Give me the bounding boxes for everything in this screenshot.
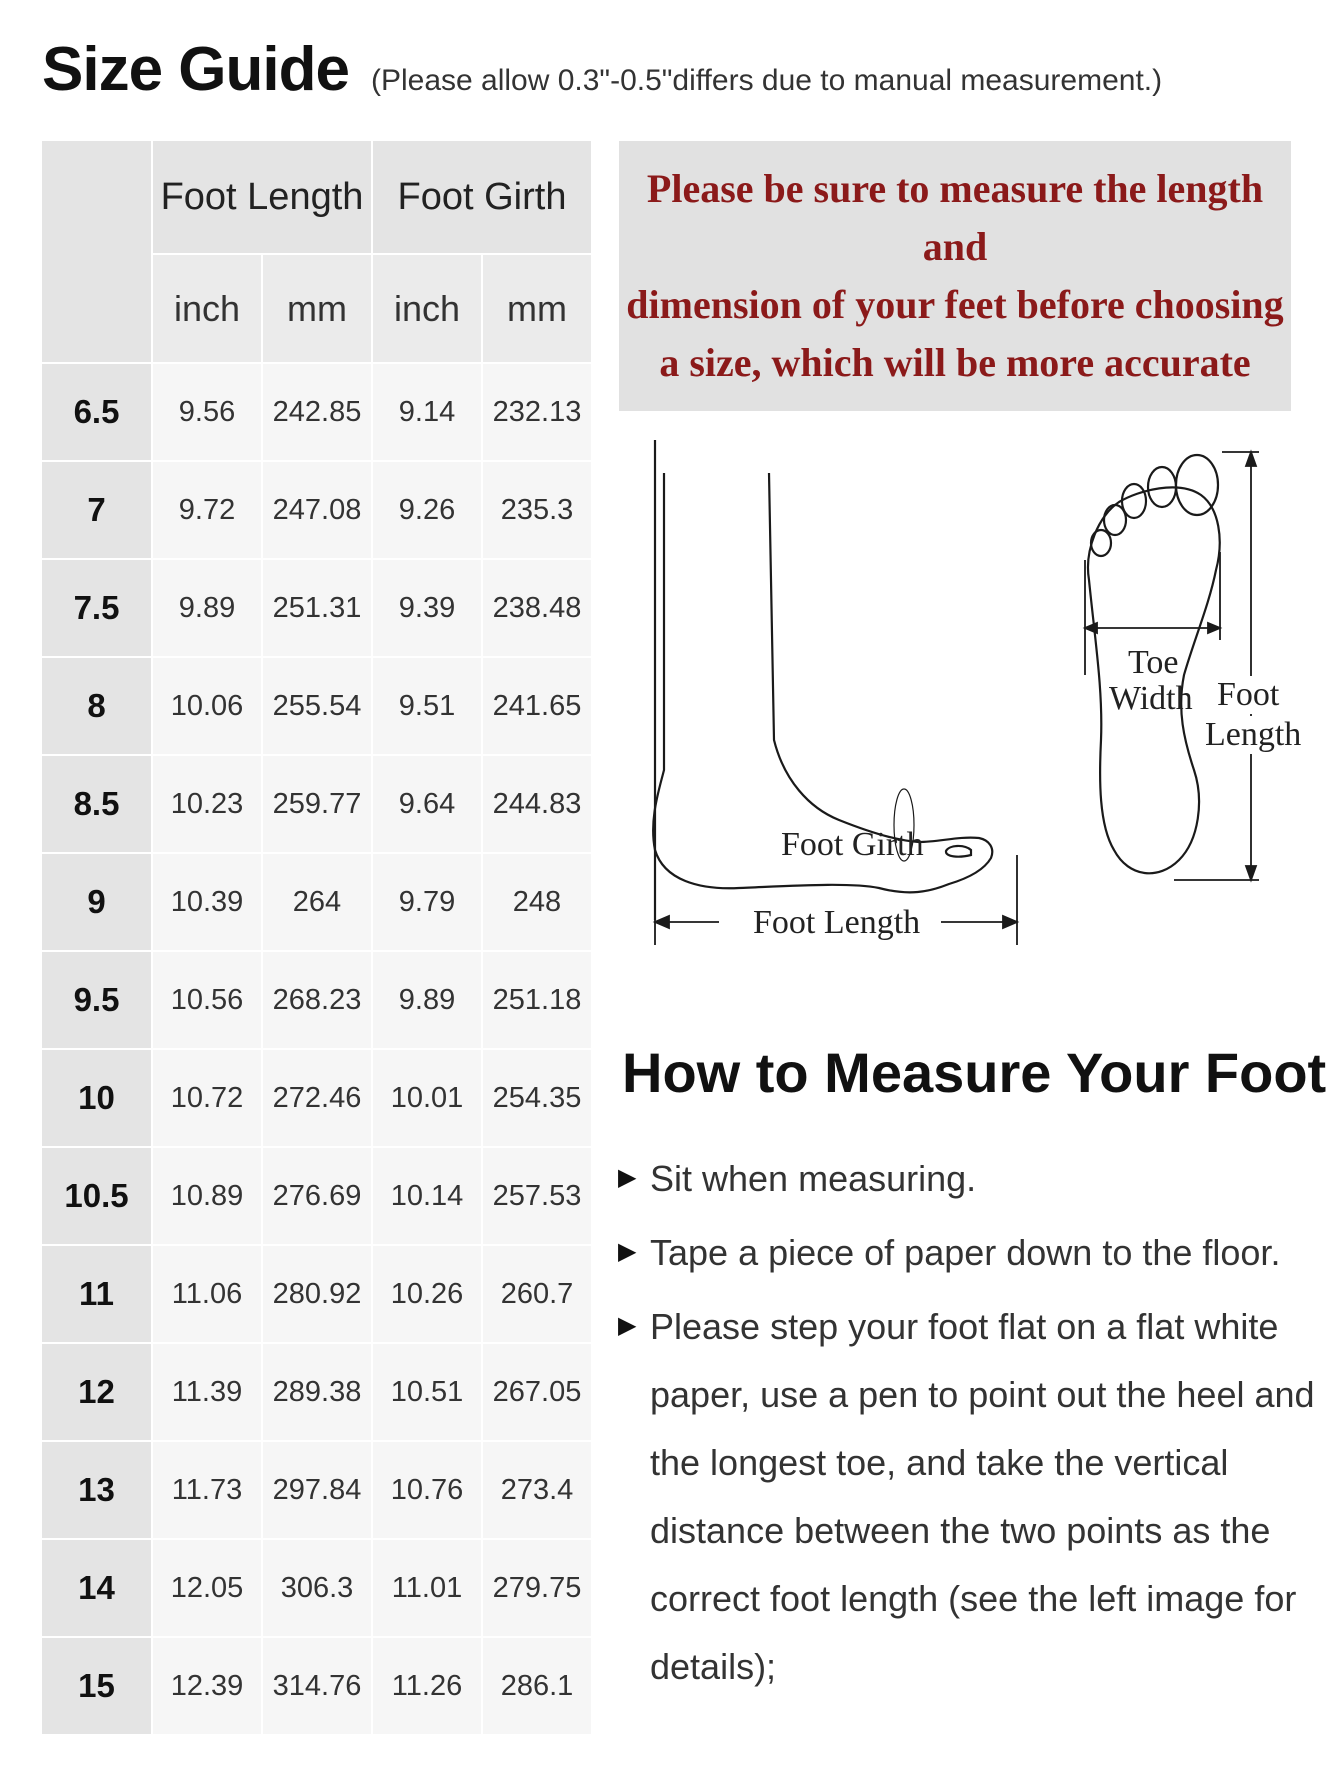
size-cell: 9	[42, 853, 152, 951]
measurement-cell: 241.65	[482, 657, 592, 755]
measurement-cell: 276.69	[262, 1147, 372, 1245]
measurement-cell: 10.51	[372, 1343, 482, 1441]
measurement-cell: 286.1	[482, 1637, 592, 1735]
size-row	[42, 657, 592, 755]
measure-notice	[619, 141, 1291, 411]
page-title: Size Guide	[42, 35, 349, 104]
measurement-cell: 238.48	[482, 559, 592, 657]
size-guide-header	[42, 34, 1162, 105]
size-row	[42, 363, 592, 461]
size-cell: 7.5	[42, 559, 152, 657]
measurement-cell: 11.39	[152, 1343, 262, 1441]
measurement-cell: 10.23	[152, 755, 262, 853]
measurement-cell: 11.01	[372, 1539, 482, 1637]
measurement-cell: 9.51	[372, 657, 482, 755]
measurement-cell: 10.89	[152, 1147, 262, 1245]
size-cell: 9.5	[42, 951, 152, 1049]
measurement-cell: 12.39	[152, 1637, 262, 1735]
notice-text	[625, 160, 1285, 392]
measurement-cell: 267.05	[482, 1343, 592, 1441]
measurement-cell: 279.75	[482, 1539, 592, 1637]
size-header-blank	[42, 141, 152, 363]
size-row	[42, 1049, 592, 1147]
measurement-cell: 235.3	[482, 461, 592, 559]
size-row	[42, 755, 592, 853]
size-cell: 15	[42, 1637, 152, 1735]
notice-line: a size, which will be more accurate	[659, 340, 1251, 385]
size-cell: 8	[42, 657, 152, 755]
size-row	[42, 853, 592, 951]
measure-steps	[618, 1145, 1318, 1707]
step-text: Sit when measuring.	[650, 1158, 977, 1199]
triangle-right-icon: ▶	[618, 1164, 637, 1191]
measurement-cell: 9.14	[372, 363, 482, 461]
measurement-cell: 254.35	[482, 1049, 592, 1147]
size-cell: 10.5	[42, 1147, 152, 1245]
measurement-cell: 280.92	[262, 1245, 372, 1343]
measurement-cell: 251.18	[482, 951, 592, 1049]
measurement-cell: 10.56	[152, 951, 262, 1049]
measurement-cell: 268.23	[262, 951, 372, 1049]
measurement-cell: 297.84	[262, 1441, 372, 1539]
unit-header: mm	[482, 254, 592, 363]
size-cell: 7	[42, 461, 152, 559]
measurement-cell: 9.39	[372, 559, 482, 657]
size-row	[42, 951, 592, 1049]
size-table	[42, 141, 593, 1736]
measurement-cell: 10.76	[372, 1441, 482, 1539]
measurement-cell: 273.4	[482, 1441, 592, 1539]
measurement-cell: 9.56	[152, 363, 262, 461]
measurement-cell: 9.89	[152, 559, 262, 657]
size-row	[42, 559, 592, 657]
measurement-cell: 10.26	[372, 1245, 482, 1343]
measurement-cell: 232.13	[482, 363, 592, 461]
step-text: Tape a piece of paper down to the floor.	[650, 1232, 1281, 1273]
measurement-cell: 272.46	[262, 1049, 372, 1147]
triangle-right-icon: ▶	[618, 1312, 637, 1339]
how-to-measure-title: How to Measure Your Foot	[622, 1041, 1327, 1104]
measurement-cell: 9.64	[372, 755, 482, 853]
measurement-cell: 10.06	[152, 657, 262, 755]
size-cell: 12	[42, 1343, 152, 1441]
header-foot-length: Foot Length	[152, 141, 372, 254]
measurement-cell: 306.3	[262, 1539, 372, 1637]
header-foot-girth: Foot Girth	[372, 141, 592, 254]
measurement-cell: 257.53	[482, 1147, 592, 1245]
measurement-note: (Please allow 0.3"-0.5"differs due to manual measurement.)	[370, 64, 1163, 97]
step-item	[618, 1293, 1318, 1701]
size-cell: 14	[42, 1539, 152, 1637]
size-row	[42, 1637, 592, 1735]
step-item	[618, 1219, 1318, 1287]
foot-label: Foot	[1217, 676, 1280, 713]
measurement-cell: 10.39	[152, 853, 262, 951]
size-cell: 6.5	[42, 363, 152, 461]
notice-line: dimension of your feet before choosing	[626, 282, 1284, 327]
measurement-cell: 10.72	[152, 1049, 262, 1147]
measurement-cell: 314.76	[262, 1637, 372, 1735]
measurement-cell: 9.72	[152, 461, 262, 559]
measurement-cell: 10.14	[372, 1147, 482, 1245]
measurement-cell: 11.73	[152, 1441, 262, 1539]
foot-girth-label: Foot Girth	[781, 826, 924, 863]
size-row	[42, 1343, 592, 1441]
length-label: Length	[1205, 716, 1302, 753]
size-row	[42, 461, 592, 559]
foot-length-label: Foot Length	[753, 904, 921, 941]
size-row	[42, 1539, 592, 1637]
notice-line: Please be sure to measure the length and	[646, 166, 1264, 269]
unit-header: mm	[262, 254, 372, 363]
size-row	[42, 1245, 592, 1343]
measurement-cell: 251.31	[262, 559, 372, 657]
measurement-cell: 259.77	[262, 755, 372, 853]
measurement-cell: 12.05	[152, 1539, 262, 1637]
step-text: Please step your foot flat on a flat white paper, use a pen to point out the heel and the longest toe, and take the vertical distance between the two points as the correct foot length (see the left image for details);	[650, 1306, 1315, 1687]
size-cell: 13	[42, 1441, 152, 1539]
measurement-cell: 255.54	[262, 657, 372, 755]
step-item	[618, 1145, 1318, 1213]
measurement-cell: 260.7	[482, 1245, 592, 1343]
foot-diagram	[619, 440, 1319, 980]
size-row	[42, 1147, 592, 1245]
measurement-cell: 242.85	[262, 363, 372, 461]
measurement-cell: 289.38	[262, 1343, 372, 1441]
unit-header: inch	[152, 254, 262, 363]
size-cell: 11	[42, 1245, 152, 1343]
measurement-cell: 264	[262, 853, 372, 951]
size-row	[42, 1441, 592, 1539]
measurement-cell: 248	[482, 853, 592, 951]
measurement-cell: 11.26	[372, 1637, 482, 1735]
size-cell: 8.5	[42, 755, 152, 853]
measurement-cell: 247.08	[262, 461, 372, 559]
size-cell: 10	[42, 1049, 152, 1147]
measurement-cell: 11.06	[152, 1245, 262, 1343]
measurement-cell: 9.26	[372, 461, 482, 559]
triangle-right-icon: ▶	[618, 1238, 637, 1265]
measurement-cell: 244.83	[482, 755, 592, 853]
width-label: Width	[1109, 680, 1193, 717]
unit-header: inch	[372, 254, 482, 363]
measurement-cell: 9.89	[372, 951, 482, 1049]
foot-illustration	[619, 440, 1319, 980]
toe-label: Toe	[1128, 644, 1179, 681]
measurement-cell: 10.01	[372, 1049, 482, 1147]
measurement-cell: 9.79	[372, 853, 482, 951]
